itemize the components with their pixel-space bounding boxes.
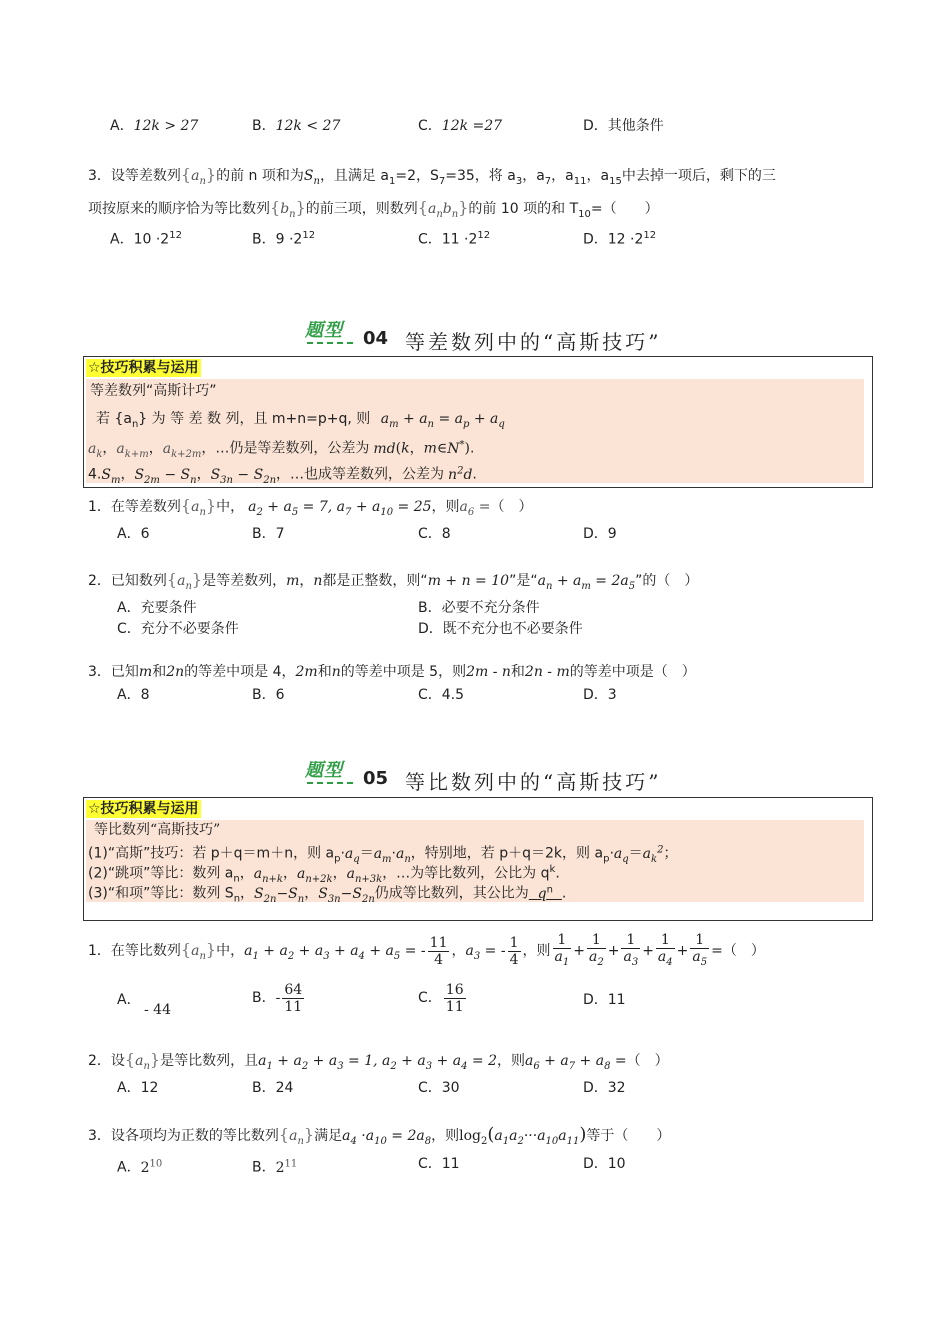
box-line-2: (1)“高斯”技巧：若 p＋q＝m＋n，则 $a_p\cdot a_q=a_m\cdot a_n$，特别地，若 p＋q＝2k，则 $a_p\cdot a_q=a_k^2$； [88,844,678,865]
s04-q3-option-c: C．4.5 [418,687,465,703]
s05-q3-option-a: A．$2^{10}$ [117,1158,163,1176]
s04-question-1: 1．在等差数列$\{a_n\}$中， $a_2 + a_5 = 7$, $a_7 + a_{10} = 25$，则$a_6$ =（ ） [88,496,533,518]
option-a: A．12k > 27 [110,118,199,134]
box-line-4: $4.S_m$，$S_{2m} - S_n$，$S_{3n} - S_{2n}$，…也成等差数列，公差为 $n^2d$. [88,465,477,486]
box-line-2: 若 $\{a_n\}$ 为 等 差 数 列，且 m+n=p+q, 则 $a_m + a_n = a_p + a_q$ [96,411,505,430]
tixing-badge: 题型 [305,760,343,781]
s04-q1-option-d: D．9 [583,526,617,542]
box-line-3: (2)“跳项”等比：数列 $a_n$，$a_{n+k}$，$a_{n+2k}$，$a_{n+3k}$，…为等比数列，公比为 $q^k$. [88,864,560,885]
technique-box-04 [83,356,873,488]
s04-q2-option-c: C．充分不必要条件 [117,621,239,637]
tixing-underline [307,342,353,344]
s04-q2-option-d: D．既不充分也不必要条件 [418,621,583,637]
box-line-1: 等比数列“高斯技巧” [94,822,221,838]
s05-q1-option-a: A． [117,992,141,1008]
s04-q1-option-a: A．6 [117,526,150,542]
s05-question-1: 1．在等比数列$\{a_n\}$中，$a_1 + a_2 + a_3 + a_4 + a_5$ = - $\frac{11}{4}$ ，$a_3$ = - $\frac{1}{4}$ ，则 $\frac{1}{a_1}$ + $\frac{1}{a_2}$ + $\frac{1}{a_3}$ + $\frac{1}{a_4}$ + $\frac{1}{a_5}$ =（ ） [88,931,765,968]
technique-box-05 [83,797,873,921]
option-b: B．12k < 27 [252,118,341,134]
s04-question-3: 3．已知m和2n的等差中项是 4，2m和n的等差中项是 5，则2m - n和2n - m的等差中项是（ ） [88,664,696,680]
technique-label: ☆技巧积累与运用 [88,360,199,376]
q3-option-d: D．$12 \cdot 2^{12}$ [583,230,657,248]
section-04-heading [305,316,745,356]
s04-q3-option-b: B．6 [252,687,285,703]
s05-q1-option-a-value: - 44 [144,1002,171,1018]
s05-q2-option-b: B．24 [252,1080,294,1096]
s05-q3-option-c: C．11 [418,1156,460,1172]
question-3-line-1: 3．设等差数列$\{a_n\}$的前 n 项和为$S_n$，且满足 $a_1=2$，$S_7=35$，将 $a_3$，$a_7$，$a_{11}$，$a_{15}$中去掉一项后，剩下的三 [88,165,776,187]
s04-q3-option-a: A．8 [117,687,150,703]
technique-label: ☆技巧积累与运用 [88,801,199,817]
s04-q2-option-a: A．充要条件 [117,600,197,616]
section-title: 等差数列中的“高斯技巧” [405,330,662,354]
s05-question-3: 3．设各项均为正数的等比数列$\{a_n\}$满足$a_4 \cdot a_{10} = 2a_8$，则$\log_2(a_1a_2\cdot\cdot\cdot a_{10}a_{11})$等于（ ） [88,1124,671,1147]
s04-q3-option-d: D．3 [583,687,617,703]
q3-option-b: B．$9 \cdot 2^{12}$ [252,230,316,248]
box-line-1: 等差数列“高斯计巧” [90,383,217,399]
s05-q3-option-d: D．10 [583,1156,626,1172]
s05-q1-option-d: D．11 [583,992,626,1008]
s05-q1-option-b: B．- $\frac{64}{11}$ [252,981,303,1015]
s05-q2-option-c: C．30 [418,1080,460,1096]
tixing-underline [307,782,353,784]
s05-q2-option-a: A．12 [117,1080,159,1096]
section-05-heading [305,756,745,796]
section-title: 等比数列中的“高斯技巧” [405,770,662,794]
s05-question-2: 2．设$\{a_n\}$是等比数列，且$a_1 + a_2 + a_3 = 1$, $a_2 + a_3 + a_4 = 2$，则$a_6 + a_7 + a_8$ =（ ） [88,1050,669,1072]
s05-q3-option-b: B．$2^{11}$ [252,1158,298,1176]
option-c: C．12k =27 [418,118,503,134]
option-d: D．其他条件 [583,118,664,134]
s04-q1-option-b: B．7 [252,526,285,542]
box-line-3: $a_k$，$a_{k+m}$，$a_{k+2m}$，…仍是等差数列，公差为 md(k，m∈N*). [88,439,475,460]
q3-option-c: C．$11 \cdot 2^{12}$ [418,230,491,248]
s04-question-2: 2．已知数列$\{a_n\}$是等差数列，m，n都是正整数，则“m + n = 10”是“$a_n + a_m = 2a_5$”的（ ） [88,570,699,592]
section-number: 05 [363,768,389,789]
s05-q2-option-d: D．32 [583,1080,626,1096]
section-number: 04 [363,328,389,349]
q3-option-a: A．$10 \cdot 2^{12}$ [110,230,182,248]
s04-q2-option-b: B．必要不充分条件 [418,600,540,616]
tixing-badge: 题型 [305,320,343,341]
box-line-4: (3)“和项”等比：数列 $S_n$，$S_{2n}-S_n$，$S_{3n}-S_{2n}$仍成等比数列，其公比为 $q^n$ . [88,884,567,905]
s05-q1-option-c: C． $\frac{16}{11}$ [418,981,464,1015]
s04-q1-option-c: C．8 [418,526,451,542]
question-3-line-2: 项按原来的顺序恰为等比数列$\{b_n\}$的前三项，则数列$\{a_nb_n\}$的前 10 项的和 $T_{10}=$（ ） [88,198,659,220]
